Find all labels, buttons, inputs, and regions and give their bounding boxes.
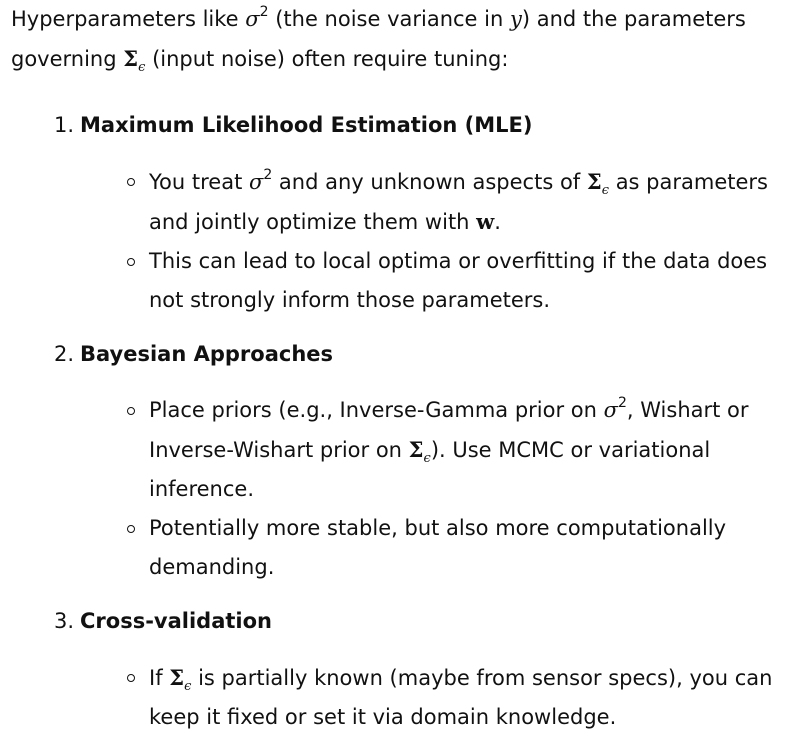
bullet-text: Place priors (e.g., Inverse-Gamma prior on <box>149 398 604 422</box>
bullet-icon <box>127 525 135 533</box>
math-epsilon: ϵ <box>423 451 431 466</box>
math-sigma: σ <box>248 170 264 194</box>
intro-text-1: Hyperparameters like <box>11 7 246 31</box>
document-body <box>11 0 805 737</box>
list-item-bayesian <box>11 335 805 587</box>
math-epsilon: ϵ <box>601 183 610 198</box>
bullet-item <box>80 242 805 320</box>
bullet-text: If <box>149 666 170 690</box>
bullet-item <box>80 391 805 509</box>
bullet-icon <box>127 407 135 415</box>
bullet-text: . <box>494 210 501 234</box>
bullet-item <box>80 162 805 242</box>
math-superscript: 2 <box>617 395 627 411</box>
bullet-icon <box>127 258 135 266</box>
math-y: y <box>509 7 522 31</box>
math-Sigma: Σ <box>169 665 185 690</box>
section-heading-bayesian: Bayesian Approaches <box>80 342 334 366</box>
math-Sigma: Σ <box>408 437 424 462</box>
list-item-cross-validation <box>11 602 805 737</box>
intro-paragraph <box>11 0 805 79</box>
bullet-icon <box>127 674 135 682</box>
bullet-text: ). Use MCMC or variational inference. <box>149 438 711 501</box>
bullet-text: Potentially more stable, but also more computationally demanding. <box>149 516 727 579</box>
math-epsilon: ϵ <box>138 60 146 75</box>
bullet-item <box>80 509 805 587</box>
list-number: 1. <box>54 113 75 137</box>
math-Sigma: Σ <box>123 46 139 71</box>
intro-text-3: ) and the parameters governing <box>11 7 746 71</box>
bullet-text: and any unknown aspects of <box>272 170 587 194</box>
bullet-list-bayesian <box>80 391 805 587</box>
math-superscript: 2 <box>259 4 269 20</box>
math-sigma: σ <box>603 398 618 422</box>
section-heading-mle: Maximum Likelihood Estimation (MLE) <box>80 113 533 137</box>
bullet-list-mle <box>80 162 805 320</box>
hyperparameter-methods-list <box>11 106 805 737</box>
bullet-text: , Wishart or Inverse-Wishart prior on <box>149 398 749 462</box>
bullet-item <box>80 658 805 737</box>
intro-text-4: (input noise) often require tuning: <box>145 47 509 71</box>
bullet-list-cross-validation <box>80 658 805 737</box>
bullet-icon <box>127 178 135 186</box>
bullet-text: This can lead to local optima or overfitting if the data does not strongly inform those parameters. <box>149 249 768 312</box>
bullet-text: You treat <box>149 170 249 194</box>
math-Sigma: Σ <box>586 169 602 194</box>
list-number: 3. <box>54 609 75 633</box>
list-number: 2. <box>54 342 75 366</box>
bullet-text: is partially known (maybe from sensor specs), you can keep it fixed or set it via domain knowledge. <box>149 666 773 729</box>
math-superscript: 2 <box>263 167 273 183</box>
list-item-mle <box>11 106 805 320</box>
math-epsilon: ϵ <box>184 679 192 694</box>
math-w: w <box>476 209 495 234</box>
section-heading-cross-validation: Cross-validation <box>80 609 272 633</box>
math-sigma: σ <box>245 7 260 31</box>
bullet-text: as parameters and jointly optimize them with <box>149 170 768 234</box>
intro-text-2: (the noise variance in <box>268 7 510 31</box>
